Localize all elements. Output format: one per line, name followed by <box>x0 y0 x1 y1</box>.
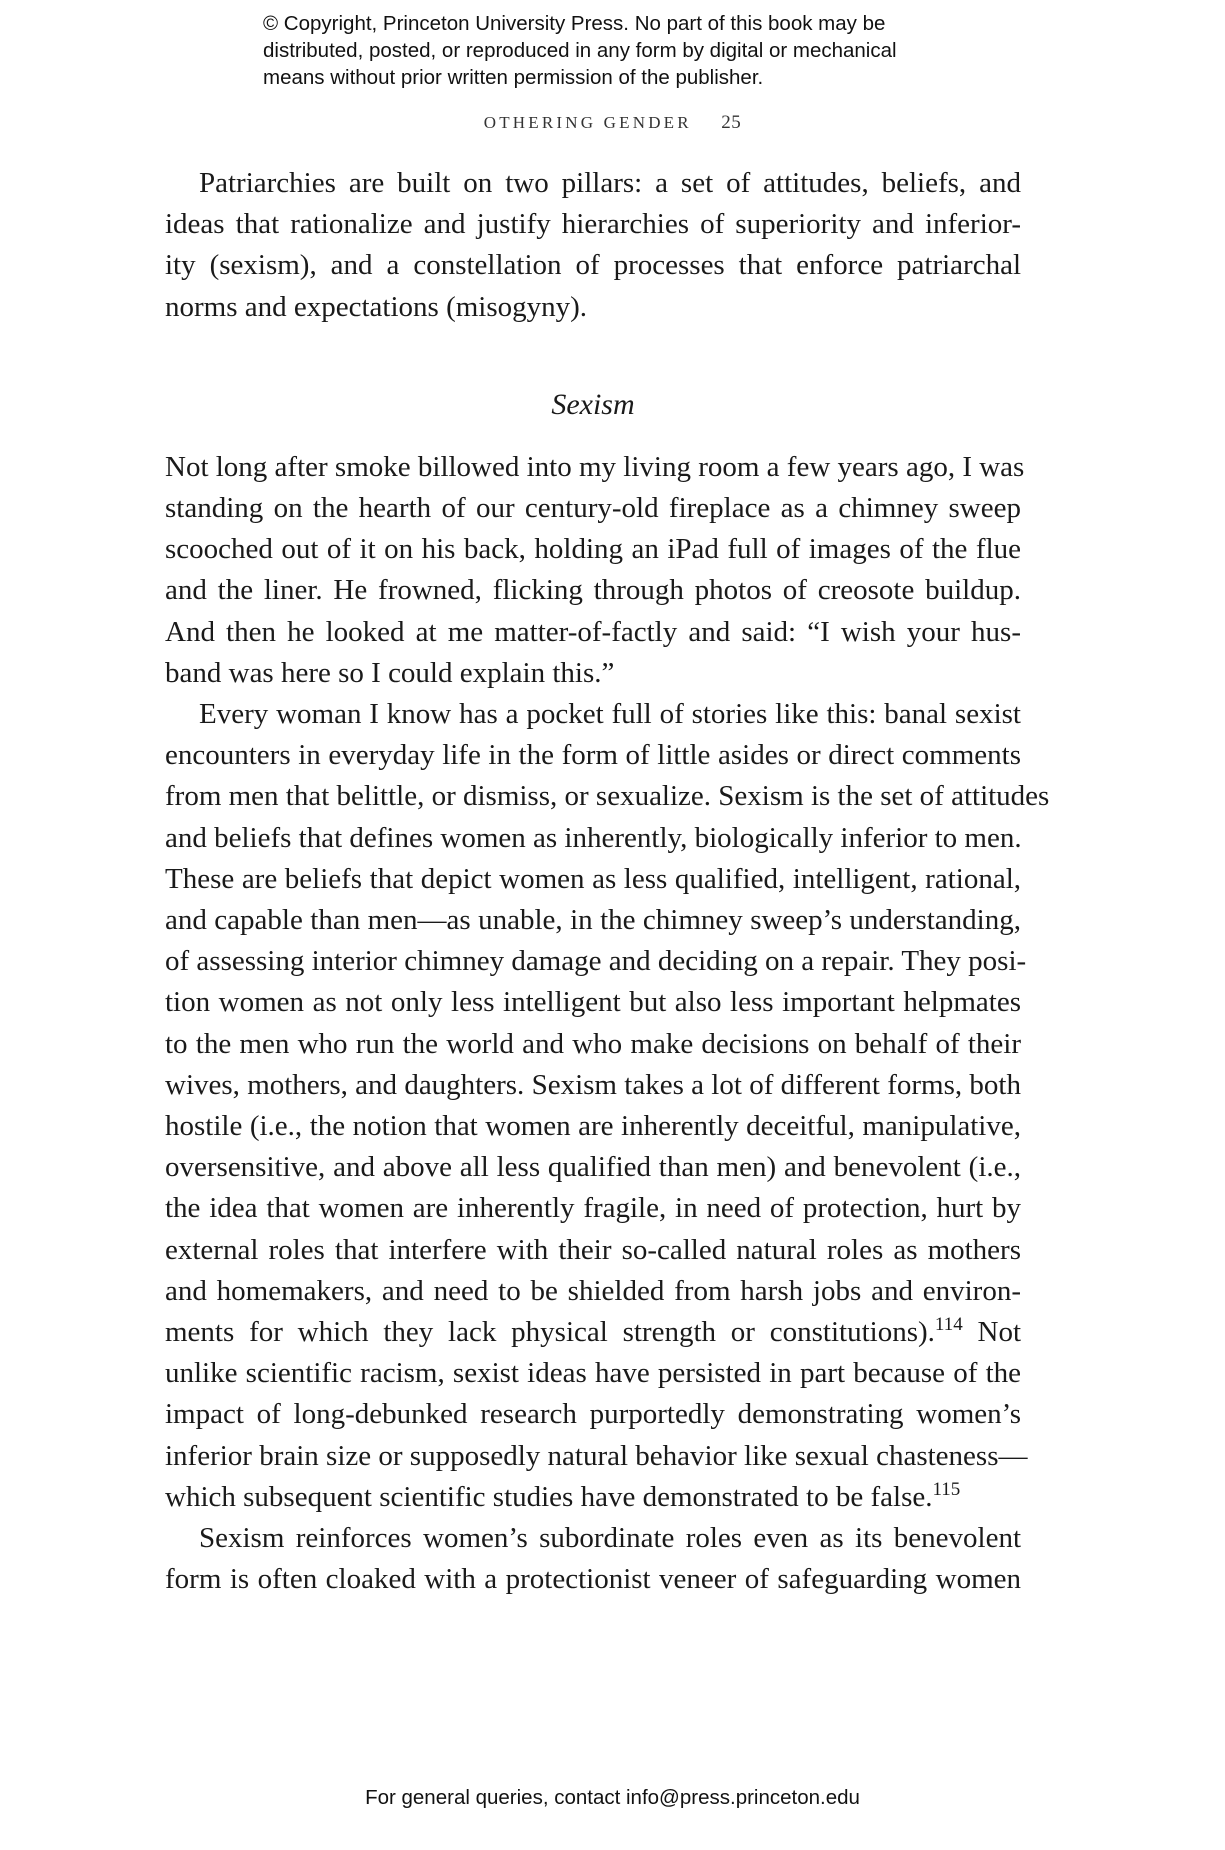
running-head-title: OTHERING GENDER <box>483 113 692 132</box>
main-text <box>165 163 1050 1601</box>
footer-contact: For general queries, contact info@press.princeton.edu <box>365 1786 860 1809</box>
text-fragment: which subsequent scientific studies have demonstrated to be false. <box>165 1480 933 1513</box>
text-line: and the liner. He frowned, flicking through photos of creosote buildup. <box>165 574 1021 607</box>
footnote-ref-115[interactable]: 115 <box>932 1478 961 1500</box>
paragraph-3 <box>165 1518 1021 1600</box>
text-line: form is often cloaked with a protectionist veneer of safeguarding women <box>165 1563 1021 1596</box>
text-line: ity (sexism), and a constellation of processes that enforce patriarchal <box>165 249 1021 282</box>
text-line: norms and expectations (misogyny). <box>165 290 588 323</box>
text-line: These are beliefs that depict women as less qualified, intelligent, rational, <box>165 862 1021 895</box>
text-line: standing on the hearth of our century-old fireplace as a chimney sweep <box>165 492 1021 525</box>
text-line: Every woman I know has a pocket full of stories like this: banal sexist <box>199 698 1021 731</box>
text-line: And then he looked at me matter-of-factly and said: “I wish your hus- <box>165 615 1021 648</box>
text-line: and capable than men—as unable, in the chimney sweep’s understanding, <box>165 904 1021 937</box>
text-line: encounters in everyday life in the form of little asides or direct comments <box>165 739 1021 772</box>
text-line: impact of long-debunked research purportedly demonstrating women’s <box>165 1398 1021 1431</box>
text-line: ideas that rationalize and justify hierarchies of superiority and inferior- <box>165 208 1021 241</box>
copyright-line: © Copyright, Princeton University Press. No part of this book may be <box>263 12 886 35</box>
paragraph-1 <box>165 447 1025 694</box>
text-line: Not long after smoke billowed into my living room a few years ago, I was <box>165 450 1025 483</box>
footnote-ref-114[interactable]: 114 <box>934 1314 963 1336</box>
text-line: Patriarchies are built on two pillars: a set of attitudes, beliefs, and <box>199 167 1021 199</box>
text-line: unlike scientific racism, sexist ideas have persisted in part because of the <box>165 1357 1021 1390</box>
paragraph-2 <box>165 694 1050 1518</box>
running-head <box>0 112 1225 134</box>
paragraph-intro <box>165 163 1021 328</box>
text-line: Sexism reinforces women’s subordinate roles even as its benevolent <box>199 1522 1021 1555</box>
copyright-notice <box>263 10 1023 91</box>
text-line: hostile (i.e., the notion that women are inherently deceitful, manipulative, <box>165 1110 1021 1143</box>
copyright-line: means without prior written permission of the publisher. <box>263 66 764 89</box>
text-fragment: Not <box>962 1316 1021 1349</box>
text-line: external roles that interfere with their so-called natural roles as mothers <box>165 1233 1021 1266</box>
text-line-with-note <box>165 1477 1021 1518</box>
text-line: inferior brain size or supposedly natural behavior like sexual chasteness— <box>165 1439 1028 1472</box>
text-line-with-note <box>165 1312 1021 1353</box>
text-line: tion women as not only less intelligent but also less important helpmates <box>165 986 1021 1019</box>
page-number: 25 <box>721 112 742 133</box>
text-line: band was here so I could explain this.” <box>165 656 615 689</box>
text-line: of assessing interior chimney damage and deciding on a repair. They posi- <box>165 945 1027 978</box>
text-line: and homemakers, and need to be shielded from harsh jobs and environ- <box>165 1274 1021 1307</box>
text-fragment: ments for which they lack physical strength or constitutions). <box>165 1316 935 1349</box>
text-line: from men that belittle, or dismiss, or sexualize. Sexism is the set of attitudes <box>165 780 1050 813</box>
text-line: the idea that women are inherently fragile, in need of protection, hurt by <box>165 1192 1021 1225</box>
text-line: and beliefs that defines women as inherently, biologically inferior to men. <box>165 821 1022 854</box>
text-line: oversensitive, and above all less qualified than men) and benevolent (i.e., <box>165 1151 1021 1184</box>
copyright-line: distributed, posted, or reproduced in any form by digital or mechanical <box>263 39 897 62</box>
section-heading: Sexism <box>551 387 635 421</box>
text-line: scooched out of it on his back, holding an iPad full of images of the flue <box>165 533 1021 566</box>
text-line: to the men who run the world and who make decisions on behalf of their <box>165 1027 1021 1060</box>
text-line: wives, mothers, and daughters. Sexism takes a lot of different forms, both <box>165 1068 1021 1101</box>
